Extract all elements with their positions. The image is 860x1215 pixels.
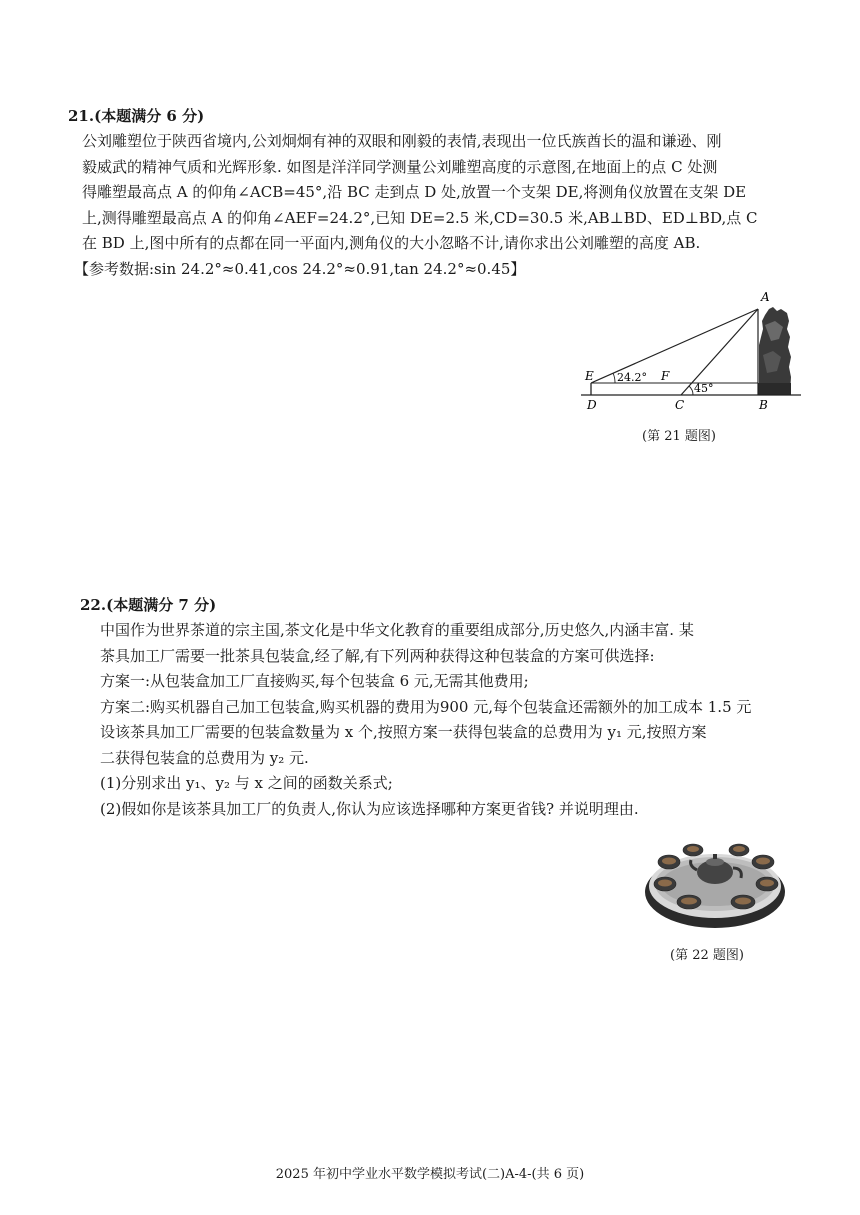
question-22-text [80, 618, 792, 822]
text-line: 得雕塑最高点 A 的仰角∠ACB=45°,沿 BC 走到点 D 处,放置一个支架 DE,将测角仪放置在支架 DE [82, 183, 747, 201]
question-22 [80, 592, 792, 822]
point-label-a: A [761, 290, 770, 304]
angle-arc-e [613, 373, 615, 383]
figure-22-caption: (第 22 题图) [670, 948, 744, 963]
point-label-d: D [587, 398, 597, 412]
question-22-header: 22.(本题满分 7 分) [80, 596, 217, 614]
point-label-e: E [585, 369, 594, 383]
page-footer: 2025 年初中学业水平数学模拟考试(二)A-4-(共 6 页) [275, 1167, 585, 1182]
segment-ca [681, 309, 758, 395]
question-21-header: 21.(本题满分 6 分) [68, 107, 205, 125]
text-line: 方案二:购买机器自己加工包装盒,购买机器的费用为900 元,每个包装盒还需额外的加工成本 1.5 元 [100, 697, 752, 716]
text-line: 茶具加工厂需要一批茶具包装盒,经了解,有下列两种获得这种包装盒的方案可供选择: [100, 646, 655, 665]
point-label-f: F [661, 369, 670, 383]
text-line: 方案一:从包装盒加工厂直接购买,每个包装盒 6 元,无需其他费用; [100, 672, 529, 690]
angle-arc-c [689, 386, 693, 395]
point-label-c: C [675, 398, 685, 412]
text-line: 二获得包装盒的总费用为 y₂ 元. [100, 748, 309, 767]
figure-21-caption: (第 21 题图) [642, 429, 716, 444]
point-label-b: B [759, 398, 768, 412]
text-line: 公刘雕塑位于陕西省境内,公刘炯炯有神的双眼和刚毅的表情,表现出一位氏族酋长的温和谦逊、刚 [82, 132, 722, 150]
tea-set-illustration [643, 822, 788, 932]
text-line: 中国作为世界茶道的宗主国,茶文化是中华文化教育的重要组成部分,历史悠久,内涵丰富. 某 [100, 621, 694, 639]
reference-data: 【参考数据:sin 24.2°≈0.41,cos 24.2°≈0.91,tan 24.2°≈0.45】 [74, 259, 526, 278]
text-line: 上,测得雕塑最高点 A 的仰角∠AEF=24.2°,已知 DE=2.5 米,CD=30.5 米,AB⊥BD、ED⊥BD,点 C [82, 208, 758, 227]
angle-label-e: 24.2° [617, 371, 647, 384]
text-line: (1)分别求出 y₁、y₂ 与 x 之间的函数关系式; [100, 774, 393, 792]
statue-silhouette [758, 307, 791, 395]
text-line: 设该茶具加工厂需要的包装盒数量为 x 个,按照方案一获得包装盒的总费用为 y₁ 元,按照方案 [100, 723, 707, 741]
text-line: 在 BD 上,图中所有的点都在同一平面内,测角仪的大小忽略不计,请你求出公刘雕塑的高度 AB. [82, 234, 701, 252]
text-line: (2)假如你是该茶具加工厂的负责人,你认为应该选择哪种方案更省钱? 并说明理由. [100, 799, 639, 818]
angle-label-c: 45° [694, 382, 714, 395]
question-21-text [68, 129, 808, 257]
text-line: 毅威武的精神气质和光辉形象. 如图是洋洋同学测量公刘雕塑高度的示意图,在地面上的点 C 处测 [82, 157, 718, 176]
figure-21-diagram [575, 285, 805, 415]
question-21 [68, 103, 808, 282]
